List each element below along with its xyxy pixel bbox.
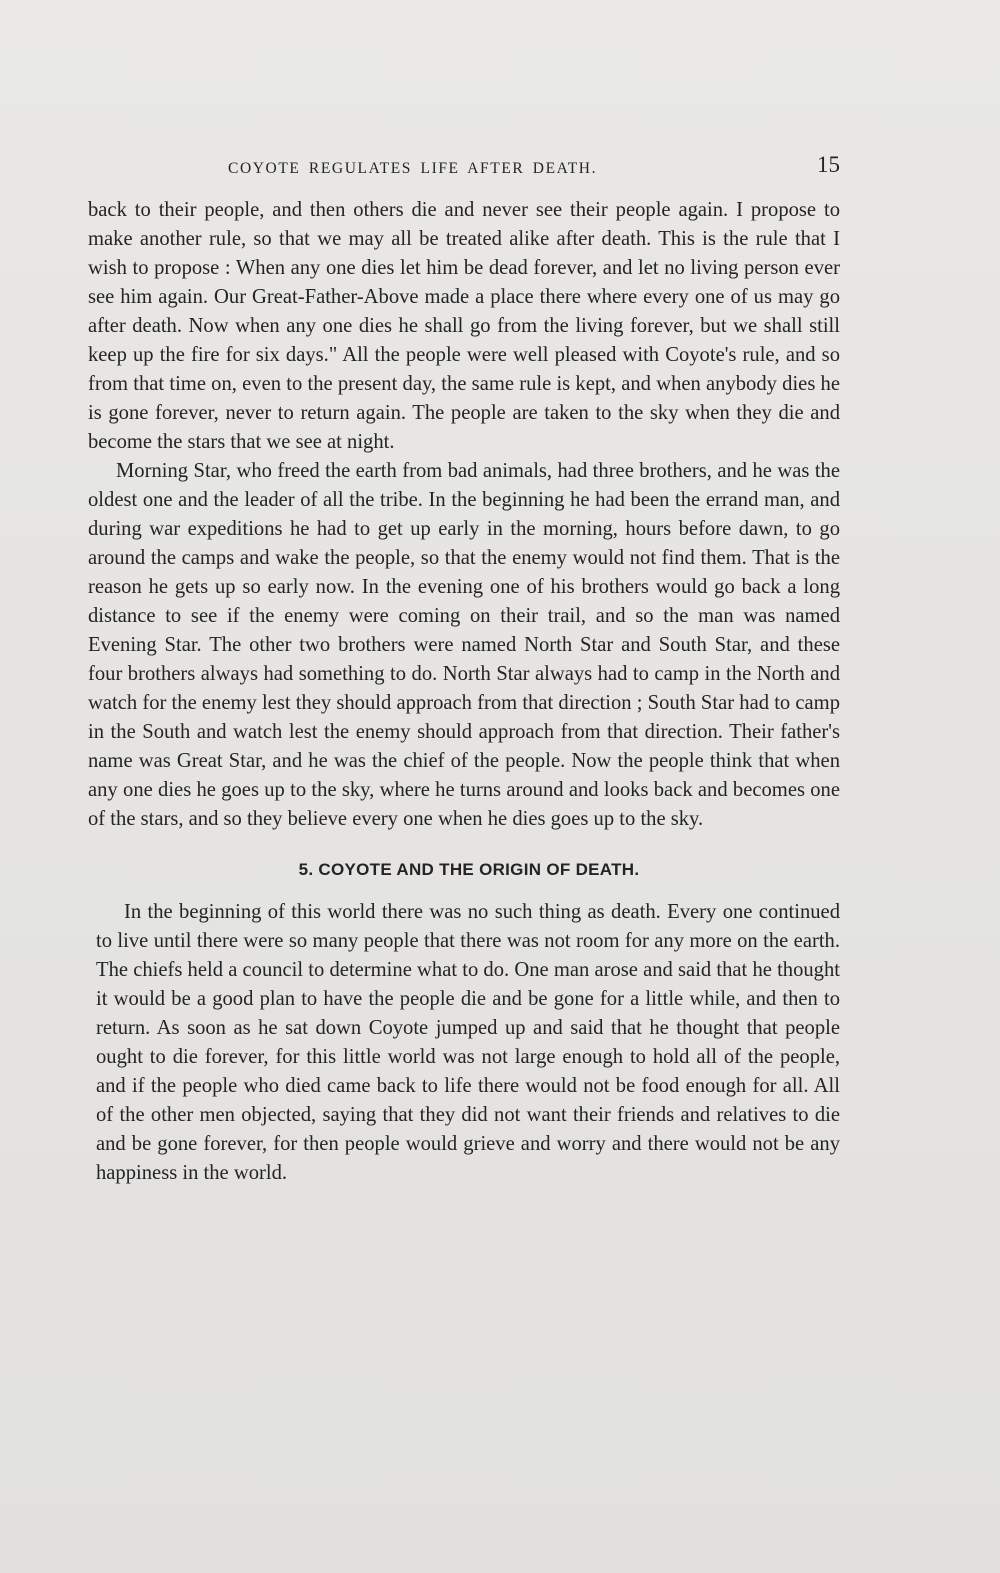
running-head	[88, 152, 840, 182]
running-title: COYOTE REGULATES LIFE AFTER DEATH.	[228, 160, 598, 177]
section-heading: 5. COYOTE AND THE ORIGIN OF DEATH.	[298, 860, 640, 879]
page-number: 15	[817, 152, 840, 177]
section-coyote-origin-of-death	[88, 834, 840, 1188]
text-block	[88, 196, 840, 1188]
paragraph-morning-star: Morning Star, who freed the earth from bad animals, had three brothers, and he was the oldest one and the leader of all the tribe. In the beginning he had been the errand man, and during war expeditions he had to get up early in the morning, hours before dawn, to go around the camps and wake the people, so that the enemy would not find them. That is the reason he gets up so early now. In the evening one of his brothers would go back a long distance to see if the enemy were coming on their trail, and so the man was named Evening Star. The other two brothers were named North Star and South Star, and these four brothers always had something to do. North Star always had to camp in the North and watch for the enemy lest they should approach from that direction ; South Star had to camp in the South and watch lest the enemy should approach from that direction. Their father's name was Great Star, and he was the chief of the people. Now the people think that when any one dies he goes up to the sky, where he turns around and looks back and becomes one of the stars, and so they believe every one when he dies goes up to the sky.	[88, 460, 840, 830]
paragraph-origin-of-death: In the beginning of this world there was no such thing as death. Every one continued to live until there were so many people that there was not room for any more on the earth. The chiefs held a council to determine what to do. One man arose and said that he thought it would be a good plan to have the people die and be gone for a little while, and then to return. As soon as he sat down Coyote jumped up and said that he thought that people ought to die forever, for this little world was not large enough to hold all of the people, and if the people who died came back to life there would not be food enough for all. All of the other men objected, saying that they did not want their friends and relatives to die and be gone forever, for then people would grieve and worry and there would not be any happiness in the world.	[96, 901, 840, 1184]
paragraph-continued: back to their people, and then others die and never see their people again. I propose to make another rule, so that we may all be treated alike after death. This is the rule that I wish to propose : When any one dies let him be dead forever, and let no living person ever see him again. Our Great-Father-Above made a place there where every one of us may go after death. Now when any one dies he shall go from the living forever, but we shall still keep up the fire for six days." All the people were well pleased with Coyote's rule, and so from that time on, even to the present day, the same rule is kept, and when anybody dies he is gone forever, never to return again. The people are taken to the sky when they die and become the stars that we see at night.	[88, 199, 840, 453]
